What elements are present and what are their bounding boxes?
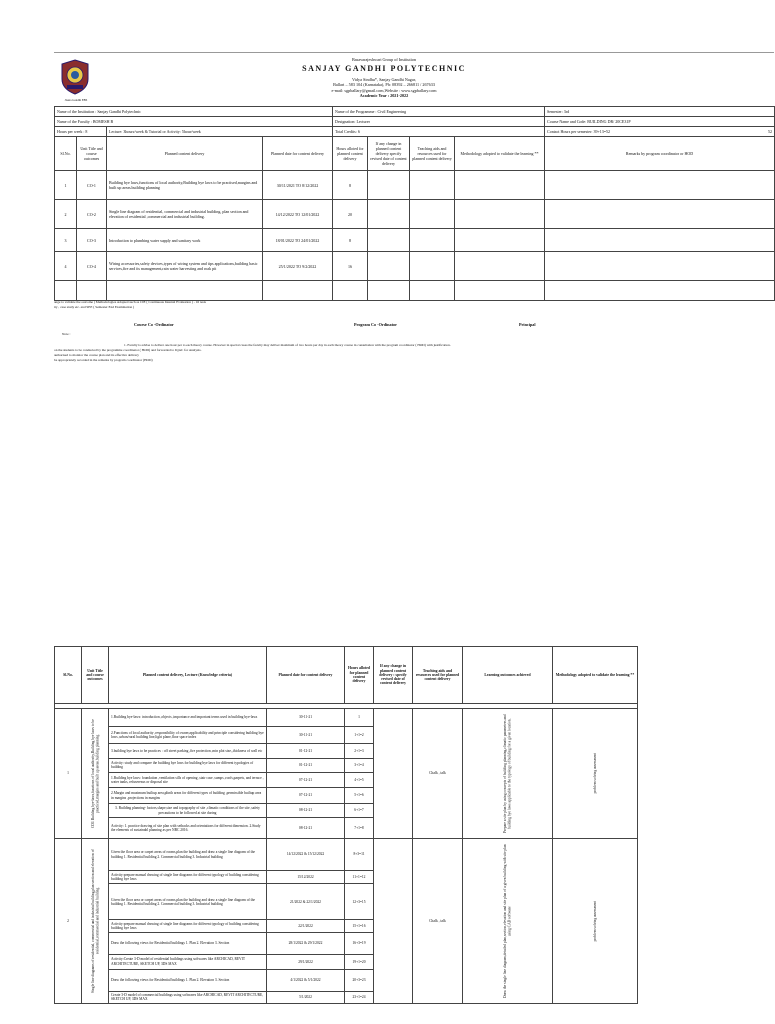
date-cell: 21/2022 & 22/1/2022: [267, 884, 345, 920]
date-cell: 08-12-21: [267, 803, 345, 817]
col-header: Planned content delivery, Lecture (Knowledge criteria): [109, 647, 267, 704]
total-credits: Total Credits: 6: [333, 127, 455, 137]
table-row: [55, 252, 775, 281]
hours-cell: 15+1=16: [345, 920, 374, 932]
unit1-method: problem solving assessment: [553, 709, 638, 839]
row-sl: 4: [55, 252, 77, 281]
col-header: Unit Title and course outcomes: [82, 647, 109, 704]
col-header: Planned date for content delivery: [267, 647, 345, 704]
validation-note-2: ity , case study etc. and SEE ( Semester End Examination ): [54, 305, 135, 309]
lesson-plan-table: [54, 646, 775, 1004]
note-4: be appropriately recorded in the remarks by program coordinator (HOD): [54, 358, 153, 362]
note-label: Note :: [62, 332, 71, 336]
hours-cell: 19+1=20: [345, 954, 374, 969]
row-content: Wiring accessories,safety devices,types of wiring system and tips applications,building basic services,fire and its management,rain water harvesting and roak pit: [107, 252, 263, 281]
unit1-aids: Chalk , talk: [413, 709, 463, 839]
row-sl: 2: [55, 200, 77, 229]
header-text: [234, 57, 534, 98]
info-row: [55, 107, 775, 117]
row-date: 14/12/2022 TO 12/01/2022: [263, 200, 333, 229]
date-cell: 15/12/2022: [267, 871, 345, 884]
table2-header-row: [55, 647, 775, 704]
contact-hours-total: 52: [768, 129, 773, 134]
hours-cell: 3+1=4: [345, 758, 374, 772]
note-list: [54, 332, 774, 363]
content-cell: 2.Margin and maximum builtup area,plinth areas for different types of building ,permissible builtup area in margins ,projections in margins: [109, 788, 267, 803]
table-row-empty: [55, 281, 775, 301]
table-row: [55, 229, 775, 252]
address-line-3: e-mail: sgpballary@gmail.com,Website : www.sgpballary.com: [331, 87, 437, 93]
content-cell: Activity:Create 3-D model of residential buildings using softwares like ARCHICAD, REVIT ARCHITECTURE, SKETCH UP, 3DS MAX: [109, 954, 267, 969]
note-2: on the students to be conducted by the programme coordinator ( HOD) and forwarded to IQAC for Analysis.: [54, 348, 202, 352]
hours-cell: 7+1=8: [345, 818, 374, 839]
info-row: [55, 117, 775, 127]
content-cell: 2.Functions of local authority ,responsibility of owner,applicability and principle considering building bye laws ,urban/rural building line,light plane,floor space index: [109, 726, 267, 744]
content-cell: Draw the following views for Residential buildings 1. Plan 2. Elevation 3. Section: [109, 969, 267, 991]
row-sl: 3: [55, 229, 77, 252]
col-header: Hours alloted for planned content delivery: [345, 647, 374, 704]
validation-note-1: ange to validate the outcome ( Methodologies Adopted such as CIE ( Continuous Internal Evaluation ) - 16 tests: [54, 300, 206, 304]
unit2-aids: Chalk , talk: [413, 839, 463, 1004]
col-header: Hours alloted for planned content delivery: [333, 137, 368, 171]
row-hours: 8: [333, 229, 368, 252]
hours-cell: 23+1=24: [345, 991, 374, 1003]
col-header: Sl.No.: [55, 137, 77, 171]
academic-year: Academic Year : 2021-2022: [359, 92, 409, 98]
date-cell: 07-12-21: [267, 788, 345, 803]
date-cell: 08-12-21: [267, 818, 345, 839]
col-header: Planned date for content delivery: [263, 137, 333, 171]
date-cell: 14/12/2022 & 15/12/2022: [267, 839, 345, 871]
col-header: Methodology adopted to validate the learning **: [455, 137, 545, 171]
col-header: Teaching aids and resources used for planned content delivery: [413, 647, 463, 704]
hours-cell: 16+3=19: [345, 932, 374, 954]
institution-name: Name of the Institution : Sanjay Gandhi Polytechnic: [55, 107, 333, 117]
info-row: [55, 127, 775, 137]
content-cell: 3. Building planning- factors,shape,size and topography of site ,climatic conditions of the site ,safety precautions to be followed at site during: [109, 803, 267, 817]
hours-cell: 1: [345, 709, 374, 727]
row-content: Building bye laws,functions of local authority,Building bye laws to be practised,margins and built up areas.building planning: [107, 171, 263, 200]
course-coordinator-signature: Course Co -Ordinator: [134, 322, 174, 327]
date-cell: 01-12-21: [267, 758, 345, 772]
programme-name: Name of the Programme : Civil Engineering: [333, 107, 455, 117]
note-3: authorised to monitor the course plan and its effective delivery: [54, 353, 139, 357]
unit1-sl: 1: [55, 709, 82, 839]
col-header: Methodology adopted to validate the learning **: [553, 647, 638, 704]
date-cell: 30-11-21: [267, 709, 345, 727]
col-header: Planned content delivery: [107, 137, 263, 171]
row-co: CO-3: [77, 229, 107, 252]
col-header: If any change in planned content delivery specify revised date of content delivery: [368, 137, 410, 171]
college-logo-icon: [60, 59, 90, 95]
unit2-method: problem solving assessment: [553, 839, 638, 1004]
unit2-title: Single line diagrams of residential, commercial and industrial building,plan section and elevation of residential,commercial and industrial building: [82, 839, 109, 1004]
course-plan-summary-table: [54, 106, 775, 301]
contact-hours: Contact Hours per semester: 39+13=52 52: [545, 127, 775, 137]
hours-cell: 5+1=6: [345, 788, 374, 803]
col-header: Learning outcomes achieved: [463, 647, 553, 704]
content-cell: Activity: 1. practice drawing of site plan with setbacks and orientations for different dimension. 2.Study the elements of sustainabl planning as per NBC 2016.: [109, 818, 267, 839]
row-hours: 20: [333, 200, 368, 229]
hours-cell: 20+3=23: [345, 969, 374, 991]
row-date: 30/11/2021 TO 8/12/2022: [263, 171, 333, 200]
logo-caption: Jnana Gandhi EBS: [64, 98, 88, 102]
content-cell: 3.building bye laws to be practices : off street parking ,fire protection ,min plot size,,thickness of wall etc: [109, 744, 267, 758]
date-cell: 29/1/2022: [267, 954, 345, 969]
col-header: Unit Title and course outcomes: [77, 137, 107, 171]
institution-header: [54, 52, 774, 107]
designation: Designation: Lecturer: [333, 117, 455, 127]
hours-cell: 8+3=11: [345, 839, 374, 871]
course-name-code: Course Name and Code: BUILDING DR/ 20CE31P: [545, 117, 775, 127]
table-header-row: [55, 137, 775, 171]
date-cell: 28/1/2022 & 29/1/2022: [267, 932, 345, 954]
date-cell: 5/1/2022: [267, 991, 345, 1003]
address-line-2: Ballari – 583 104 (Karnataka), Ph: 08392 – 266811 / 267633: [333, 82, 435, 88]
content-cell: Given the floor area or carpet areas of rooms,plan the building and draw a single line diagram of the building 1. Residential building 2. Commercial building 3. Industrial building: [109, 839, 267, 871]
unit1-title: CO1 Building bye-laws,functions of local authority,Building bye laws to be practiced,margins and built up areas.building planning: [82, 709, 109, 839]
col-header: Remarks by program coordinator or HOD: [545, 137, 775, 171]
content-cell: Draw the following views for Residential buildings 1. Plan 2. Elevation 3. Section: [109, 932, 267, 954]
unit1-outcome: Prepare a site plan by using concepts of building planning,climatic parameters and building bye laws applicable to the typology of building for a given location.: [463, 709, 553, 839]
lecture-hours: Lecture: 3hours/week & Tutorial or Activity: 5hour/week: [107, 127, 333, 137]
table-row: [55, 171, 775, 200]
content-cell: Given the floor area or carpet areas of rooms,plan the building and draw a single line diagram of the building 1. Residential building 2. Commercial building 3. Industrial building: [109, 884, 267, 920]
content-cell: 1.Building bye-laws: introduction ,objects ,importance and important terms used in building bye-laws: [109, 709, 267, 727]
row-date: 18/01/2022 TO 24/01/2022: [263, 229, 333, 252]
college-name: SANJAY GANDHI POLYTECHNIC: [302, 64, 466, 74]
program-coordinator-signature: Program Co -Ordinator: [354, 322, 397, 327]
unit2-outcome: Draw the single line diagram,detailed plan,section,elevation and site plan of a given building with site plan using CAD software: [463, 839, 553, 1004]
hours-cell: 4+1=5: [345, 772, 374, 787]
unit2-row: [55, 839, 775, 871]
content-cell: 1.Building bye laws: foundation ,ventilation sills of opening ,stair case ,sumps ,roofs,parpets, and terrace , water tanks, refuseresus or disposal site: [109, 772, 267, 787]
principal-signature: Principal: [519, 322, 536, 327]
row-hours: 16: [333, 252, 368, 281]
faculty-name: Name of the Faculty : BOMESH B: [55, 117, 333, 127]
note-1: 1. Faculty is advise to deliver one hour per to each theory course. However in special cases the faculty may deliver maximum of two hours per day in each theory course in consultation with the program coordinator ( HOD) with justification.: [124, 343, 451, 347]
hours-cell: 11+1=12: [345, 871, 374, 884]
row-content: Introduction to plumbing water supply and sanitary work: [107, 229, 263, 252]
semester: Semester: 3rd: [545, 107, 775, 117]
hours-cell: 2+1=3: [345, 744, 374, 758]
date-cell: 01-12-21: [267, 744, 345, 758]
date-cell: 07-12-21: [267, 772, 345, 787]
unit2-sl: 2: [55, 839, 82, 1004]
hours-cell: 6+1=7: [345, 803, 374, 817]
table-row: [55, 200, 775, 229]
date-cell: 4/1/2022 & 5/1/2022: [267, 969, 345, 991]
row-sl: 1: [55, 171, 77, 200]
content-cell: Create 3-D model of commercial buildings using softwares like ARCHICAD, REVIT ARCHITECTURE, SKETCH UP, 3DS MAX: [109, 991, 267, 1003]
address-line-1: Vidya Sindhu*, Sanjay Gandhi Nagar,: [351, 77, 416, 83]
row-content: Single line diagram of residential, commercial and industrial building, plan section and elevation of residential ,commercial and industrial building.: [107, 200, 263, 229]
date-cell: 22/1/2022: [267, 920, 345, 932]
col-header: Sl.No.: [55, 647, 82, 704]
hours-cell: 1+1=2: [345, 726, 374, 744]
content-cell: Activity:prepare manual drawing of single line diagrams for different typology of building considering building bye laws: [109, 871, 267, 884]
notes-block: [54, 300, 774, 310]
row-co: CO-1: [77, 171, 107, 200]
hours-cell: 12+3=15: [345, 884, 374, 920]
row-hours: 8: [333, 171, 368, 200]
content-cell: Activity: study and compare the building bye laws for building bye laws for different typologies of building: [109, 758, 267, 772]
unit1-row: [55, 709, 775, 727]
col-header: If any change in planned content delivery : specify revised date of content delivery: [374, 647, 413, 704]
content-cell: Activity:prepare manual drawing of single line diagrams for different typology of building considering building bye laws: [109, 920, 267, 932]
date-cell: 30-11-21: [267, 726, 345, 744]
row-date: 25/1/2022 TO 9/2/2022: [263, 252, 333, 281]
row-co: CO-2: [77, 200, 107, 229]
col-header: Teaching aids and resources used for planned content delivery: [410, 137, 455, 171]
group-name: Basavarajeshwari Group of Institution: [351, 57, 417, 62]
hours-per-week: Hours per week : 8: [55, 127, 107, 137]
row-co: CO-4: [77, 252, 107, 281]
